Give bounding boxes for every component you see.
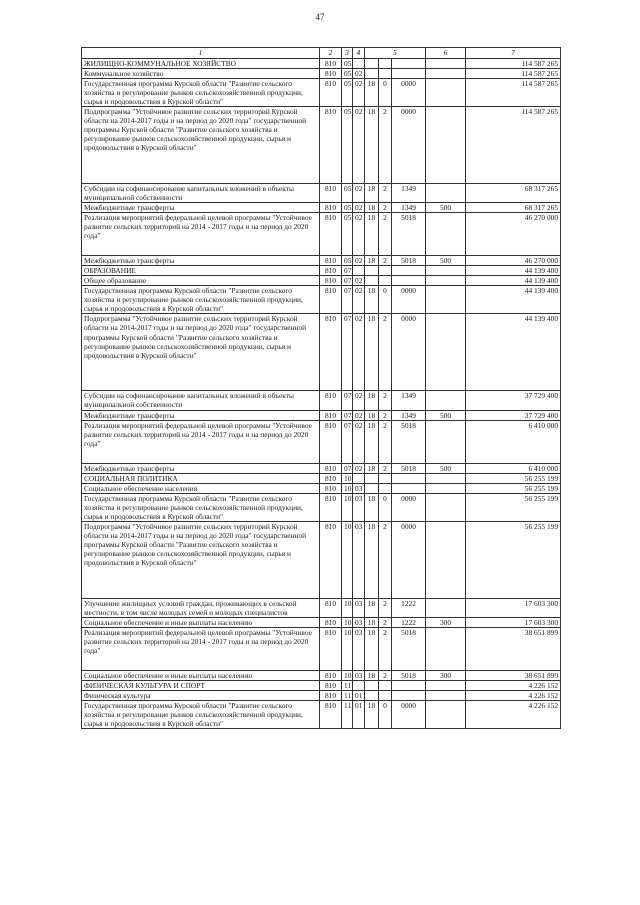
table-row xyxy=(82,617,561,627)
row-program-code: 18 xyxy=(365,463,379,473)
row-expense-type: 500 xyxy=(426,203,466,213)
row-name: Подпрограмма "Устойчивое развитие сельских территорий Курской области на 2014-2017 годы и на период до 2020 года" государственной программы Курской области "Развитие сельского хозяйства и регулирование рынков сельскохозяйственной продукции, сырья и продовольствия в Курской области" xyxy=(82,107,320,184)
row-admin-code: 810 xyxy=(320,314,342,391)
row-name: ФИЗИЧЕСКАЯ КУЛЬТУРА И СПОРТ xyxy=(82,680,320,690)
row-amount: 56 255 199 xyxy=(466,493,561,521)
row-name: Подпрограмма "Устойчивое развитие сельских территорий Курской области на 2014-2017 годы и на период до 2020 года" государственной программы Курской области "Развитие сельского хозяйства и регулирование рынков сельскохозяйственной продукции, сырья и продовольствия в Курской области" xyxy=(82,314,320,391)
row-program-code: 18 xyxy=(365,184,379,203)
row-name: Межбюджетные трансферты xyxy=(82,463,320,473)
row-section-code: 05 xyxy=(342,107,353,184)
row-subsection-code: 03 xyxy=(353,627,365,670)
row-direction-code: 1349 xyxy=(392,184,426,203)
row-subsection-code: 02 xyxy=(353,314,365,391)
row-program-code xyxy=(365,680,379,690)
row-name: Государственная программа Курской области "Развитие сельского хозяйства и регулирование рынков сельскохозяйственной продукции, сырья и продовольствия в Курской области" xyxy=(82,493,320,521)
row-direction-code xyxy=(392,266,426,276)
row-expense-type xyxy=(426,483,466,493)
row-amount: 6 410 000 xyxy=(466,420,561,463)
row-section-code: 10 xyxy=(342,483,353,493)
row-subsection-code: 02 xyxy=(353,203,365,213)
row-subsection-code: 03 xyxy=(353,617,365,627)
row-subprogram-code: 0 xyxy=(379,79,392,107)
table-row xyxy=(82,700,561,728)
row-program-code: 18 xyxy=(365,420,379,463)
row-name: Межбюджетные трансферты xyxy=(82,410,320,420)
table-row xyxy=(82,463,561,473)
row-admin-code: 810 xyxy=(320,286,342,314)
row-name: Социальное обеспечение населения xyxy=(82,483,320,493)
row-section-code: 10 xyxy=(342,627,353,670)
row-subprogram-code: 2 xyxy=(379,598,392,617)
row-amount: 38 651 899 xyxy=(466,627,561,670)
row-admin-code: 810 xyxy=(320,203,342,213)
row-amount: 44 139 400 xyxy=(466,276,561,286)
row-direction-code: 1349 xyxy=(392,203,426,213)
row-amount: 44 139 400 xyxy=(466,286,561,314)
row-direction-code xyxy=(392,483,426,493)
row-amount: 68 317 265 xyxy=(466,203,561,213)
row-subsection-code: 02 xyxy=(353,463,365,473)
row-amount: 44 139 400 xyxy=(466,266,561,276)
row-section-code: 07 xyxy=(342,463,353,473)
row-expense-type xyxy=(426,690,466,700)
row-name: Подпрограмма "Устойчивое развитие сельских территорий Курской области на 2014-2017 годы и на период до 2020 года" государственной программы Курской области "Развитие сельского хозяйства и регулирование рынков сельскохозяйственной продукции, сырья и продовольствия в Курской области" xyxy=(82,521,320,598)
row-amount: 114 587 265 xyxy=(466,69,561,79)
row-section-code: 10 xyxy=(342,670,353,680)
row-name: ОБРАЗОВАНИЕ xyxy=(82,266,320,276)
row-expense-type xyxy=(426,107,466,184)
row-admin-code: 810 xyxy=(320,473,342,483)
row-subsection-code xyxy=(353,680,365,690)
table-row xyxy=(82,627,561,670)
row-direction-code: 0000 xyxy=(392,107,426,184)
row-program-code: 18 xyxy=(365,213,379,256)
row-direction-code: 0000 xyxy=(392,314,426,391)
row-name: Реализация мероприятий федеральной целевой программы "Устойчивое развитие сельских территорий на 2014 - 2017 годы и на период до 2020 года" xyxy=(82,213,320,256)
row-section-code: 05 xyxy=(342,79,353,107)
row-admin-code: 810 xyxy=(320,463,342,473)
row-subsection-code: 03 xyxy=(353,483,365,493)
row-admin-code: 810 xyxy=(320,690,342,700)
row-admin-code: 810 xyxy=(320,391,342,410)
row-section-code: 07 xyxy=(342,276,353,286)
header-col-4: 4 xyxy=(353,48,365,59)
table-row xyxy=(82,391,561,410)
table-row xyxy=(82,107,561,184)
row-program-code: 18 xyxy=(365,203,379,213)
table-row xyxy=(82,670,561,680)
row-amount: 114 587 265 xyxy=(466,79,561,107)
header-col-5: 5 xyxy=(365,48,426,59)
row-direction-code xyxy=(392,680,426,690)
row-amount: 44 139 400 xyxy=(466,314,561,391)
table-row xyxy=(82,420,561,463)
row-direction-code: 0000 xyxy=(392,286,426,314)
row-subsection-code: 03 xyxy=(353,598,365,617)
row-amount: 46 270 000 xyxy=(466,256,561,266)
row-subsection-code: 02 xyxy=(353,420,365,463)
row-subsection-code: 02 xyxy=(353,276,365,286)
row-expense-type xyxy=(426,266,466,276)
row-admin-code: 810 xyxy=(320,69,342,79)
row-admin-code: 810 xyxy=(320,266,342,276)
row-section-code: 10 xyxy=(342,521,353,598)
row-subprogram-code xyxy=(379,266,392,276)
row-amount: 114 587 265 xyxy=(466,107,561,184)
row-amount: 17 603 300 xyxy=(466,617,561,627)
row-program-code: 18 xyxy=(365,598,379,617)
row-subsection-code xyxy=(353,473,365,483)
row-subprogram-code: 2 xyxy=(379,420,392,463)
row-amount: 17 603 300 xyxy=(466,598,561,617)
row-expense-type xyxy=(426,627,466,670)
row-amount: 68 317 265 xyxy=(466,184,561,203)
row-amount: 37 729 400 xyxy=(466,391,561,410)
row-program-code: 18 xyxy=(365,521,379,598)
row-subprogram-code xyxy=(379,680,392,690)
row-amount: 37 729 400 xyxy=(466,410,561,420)
row-admin-code: 810 xyxy=(320,670,342,680)
row-section-code: 11 xyxy=(342,700,353,728)
row-amount: 6 410 000 xyxy=(466,463,561,473)
row-name: Субсидии на софинансирование капитальных вложений в объекты муниципальной собственности xyxy=(82,391,320,410)
table-row xyxy=(82,410,561,420)
row-name: ЖИЛИЩНО-КОММУНАЛЬНОЕ ХОЗЯЙСТВО xyxy=(82,59,320,69)
row-subsection-code: 03 xyxy=(353,670,365,680)
row-subprogram-code: 2 xyxy=(379,391,392,410)
row-name: Межбюджетные трансферты xyxy=(82,203,320,213)
row-program-code: 18 xyxy=(365,391,379,410)
row-expense-type xyxy=(426,314,466,391)
row-admin-code: 810 xyxy=(320,483,342,493)
row-subsection-code: 03 xyxy=(353,493,365,521)
row-subprogram-code: 2 xyxy=(379,256,392,266)
row-subprogram-code: 2 xyxy=(379,184,392,203)
row-subprogram-code: 0 xyxy=(379,700,392,728)
row-name: Межбюджетные трансферты xyxy=(82,256,320,266)
table-row xyxy=(82,680,561,690)
row-direction-code xyxy=(392,59,426,69)
row-program-code: 18 xyxy=(365,256,379,266)
row-admin-code: 810 xyxy=(320,59,342,69)
table-row xyxy=(82,79,561,107)
row-admin-code: 810 xyxy=(320,410,342,420)
row-amount: 4 226 152 xyxy=(466,680,561,690)
table-row xyxy=(82,286,561,314)
row-program-code: 18 xyxy=(365,286,379,314)
row-section-code: 07 xyxy=(342,410,353,420)
row-direction-code: 1349 xyxy=(392,410,426,420)
row-admin-code: 810 xyxy=(320,276,342,286)
row-name: Государственная программа Курской области "Развитие сельского хозяйства и регулирование рынков сельскохозяйственной продукции, сырья и продовольствия в Курской области" xyxy=(82,700,320,728)
row-section-code: 05 xyxy=(342,69,353,79)
row-name: Социальное обеспечение и иные выплаты населению xyxy=(82,670,320,680)
row-section-code: 05 xyxy=(342,184,353,203)
row-program-code: 18 xyxy=(365,314,379,391)
header-row xyxy=(82,48,561,59)
budget-table xyxy=(81,47,561,729)
table-row xyxy=(82,521,561,598)
row-amount: 56 255 199 xyxy=(466,521,561,598)
header-col-6: 6 xyxy=(426,48,466,59)
row-admin-code: 810 xyxy=(320,493,342,521)
row-direction-code: 0000 xyxy=(392,493,426,521)
row-expense-type xyxy=(426,69,466,79)
row-subprogram-code: 2 xyxy=(379,314,392,391)
row-amount: 56 255 199 xyxy=(466,483,561,493)
row-program-code xyxy=(365,69,379,79)
table-row xyxy=(82,59,561,69)
row-direction-code: 5018 xyxy=(392,256,426,266)
row-subprogram-code xyxy=(379,690,392,700)
row-program-code xyxy=(365,59,379,69)
row-program-code xyxy=(365,266,379,276)
row-subprogram-code xyxy=(379,59,392,69)
row-expense-type xyxy=(426,286,466,314)
row-program-code xyxy=(365,276,379,286)
row-name: Коммунальное хозяйство xyxy=(82,69,320,79)
row-direction-code: 0000 xyxy=(392,521,426,598)
row-expense-type xyxy=(426,79,466,107)
row-direction-code xyxy=(392,69,426,79)
row-section-code: 10 xyxy=(342,493,353,521)
row-direction-code xyxy=(392,473,426,483)
row-subprogram-code: 2 xyxy=(379,627,392,670)
table-row xyxy=(82,690,561,700)
row-admin-code: 810 xyxy=(320,617,342,627)
row-section-code: 07 xyxy=(342,314,353,391)
row-subprogram-code: 2 xyxy=(379,213,392,256)
row-direction-code: 5018 xyxy=(392,627,426,670)
page-number: 47 xyxy=(315,12,325,22)
row-expense-type xyxy=(426,700,466,728)
row-direction-code: 5018 xyxy=(392,420,426,463)
row-program-code: 18 xyxy=(365,79,379,107)
row-admin-code: 810 xyxy=(320,79,342,107)
row-section-code: 10 xyxy=(342,473,353,483)
row-section-code: 05 xyxy=(342,203,353,213)
row-expense-type xyxy=(426,59,466,69)
row-subsection-code: 02 xyxy=(353,256,365,266)
row-subsection-code: 02 xyxy=(353,410,365,420)
row-admin-code: 810 xyxy=(320,598,342,617)
row-subprogram-code: 2 xyxy=(379,463,392,473)
row-name: Физическая культура xyxy=(82,690,320,700)
row-direction-code: 5018 xyxy=(392,463,426,473)
table-row xyxy=(82,473,561,483)
row-subprogram-code xyxy=(379,473,392,483)
row-subprogram-code: 2 xyxy=(379,107,392,184)
row-subsection-code: 02 xyxy=(353,213,365,256)
row-direction-code: 0000 xyxy=(392,700,426,728)
row-section-code: 11 xyxy=(342,690,353,700)
row-subsection-code: 01 xyxy=(353,700,365,728)
row-section-code: 07 xyxy=(342,286,353,314)
row-section-code: 10 xyxy=(342,598,353,617)
row-expense-type: 500 xyxy=(426,256,466,266)
row-name: Общее образование xyxy=(82,276,320,286)
row-section-code: 11 xyxy=(342,680,353,690)
row-direction-code: 5018 xyxy=(392,213,426,256)
row-expense-type xyxy=(426,184,466,203)
row-section-code: 05 xyxy=(342,59,353,69)
row-program-code xyxy=(365,483,379,493)
row-subprogram-code: 2 xyxy=(379,521,392,598)
row-subsection-code xyxy=(353,266,365,276)
row-expense-type xyxy=(426,420,466,463)
header-col-2: 2 xyxy=(320,48,342,59)
row-expense-type: 500 xyxy=(426,463,466,473)
row-direction-code: 1222 xyxy=(392,617,426,627)
table-row xyxy=(82,266,561,276)
table-row xyxy=(82,598,561,617)
row-amount: 114 587 265 xyxy=(466,59,561,69)
row-expense-type: 300 xyxy=(426,617,466,627)
row-subprogram-code: 0 xyxy=(379,493,392,521)
row-direction-code: 1349 xyxy=(392,391,426,410)
table-row xyxy=(82,184,561,203)
row-expense-type xyxy=(426,473,466,483)
row-amount: 4 226 152 xyxy=(466,700,561,728)
row-subsection-code: 02 xyxy=(353,286,365,314)
row-name: Реализация мероприятий федеральной целевой программы "Устойчивое развитие сельских территорий на 2014 - 2017 годы и на период до 2020 года" xyxy=(82,420,320,463)
row-subprogram-code xyxy=(379,69,392,79)
row-expense-type: 300 xyxy=(426,670,466,680)
row-subprogram-code xyxy=(379,276,392,286)
row-name: Государственная программа Курской области "Развитие сельского хозяйства и регулирование рынков сельскохозяйственной продукции, сырья и продовольствия в Курской области" xyxy=(82,79,320,107)
row-direction-code: 5018 xyxy=(392,670,426,680)
row-subsection-code: 02 xyxy=(353,79,365,107)
row-program-code: 18 xyxy=(365,493,379,521)
row-direction-code: 0000 xyxy=(392,79,426,107)
row-name: Улучшение жилищных условий граждан, проживающих в сельской местности, в том числе молодых семей и молодых специалистов xyxy=(82,598,320,617)
row-subprogram-code: 2 xyxy=(379,410,392,420)
row-admin-code: 810 xyxy=(320,107,342,184)
table-row xyxy=(82,483,561,493)
header-col-3: 3 xyxy=(342,48,353,59)
row-expense-type xyxy=(426,213,466,256)
row-section-code: 05 xyxy=(342,256,353,266)
row-program-code: 18 xyxy=(365,617,379,627)
row-subprogram-code: 2 xyxy=(379,617,392,627)
row-expense-type xyxy=(426,493,466,521)
row-subprogram-code: 2 xyxy=(379,670,392,680)
table-row xyxy=(82,314,561,391)
row-name: СОЦИАЛЬНАЯ ПОЛИТИКА xyxy=(82,473,320,483)
table-row xyxy=(82,493,561,521)
row-direction-code xyxy=(392,690,426,700)
table-row xyxy=(82,69,561,79)
row-expense-type xyxy=(426,521,466,598)
row-amount: 56 255 199 xyxy=(466,473,561,483)
row-expense-type xyxy=(426,680,466,690)
row-name: Субсидии на софинансирование капитальных вложений в объекты муниципальной собственности xyxy=(82,184,320,203)
row-subprogram-code: 0 xyxy=(379,286,392,314)
header-col-1: 1 xyxy=(82,48,320,59)
row-subsection-code: 02 xyxy=(353,69,365,79)
table-row xyxy=(82,203,561,213)
row-admin-code: 810 xyxy=(320,680,342,690)
row-program-code: 18 xyxy=(365,627,379,670)
row-subsection-code: 02 xyxy=(353,107,365,184)
row-name: Реализация мероприятий федеральной целевой программы "Устойчивое развитие сельских территорий на 2014 - 2017 годы и на период до 2020 года" xyxy=(82,627,320,670)
row-expense-type xyxy=(426,276,466,286)
header-col-7: 7 xyxy=(466,48,561,59)
row-section-code: 10 xyxy=(342,617,353,627)
row-direction-code: 1222 xyxy=(392,598,426,617)
row-direction-code xyxy=(392,276,426,286)
row-admin-code: 810 xyxy=(320,700,342,728)
row-amount: 46 270 000 xyxy=(466,213,561,256)
row-subprogram-code: 2 xyxy=(379,203,392,213)
row-name: Социальное обеспечение и иные выплаты населению xyxy=(82,617,320,627)
row-program-code: 18 xyxy=(365,700,379,728)
row-program-code: 18 xyxy=(365,410,379,420)
table-row xyxy=(82,256,561,266)
row-name: Государственная программа Курской области "Развитие сельского хозяйства и регулирование рынков сельскохозяйственной продукции, сырья и продовольствия в Курской области" xyxy=(82,286,320,314)
row-subsection-code: 02 xyxy=(353,391,365,410)
row-subprogram-code xyxy=(379,483,392,493)
table-row xyxy=(82,276,561,286)
row-admin-code: 810 xyxy=(320,420,342,463)
table-row xyxy=(82,213,561,256)
row-admin-code: 810 xyxy=(320,256,342,266)
row-expense-type xyxy=(426,598,466,617)
row-program-code xyxy=(365,690,379,700)
row-admin-code: 810 xyxy=(320,213,342,256)
row-expense-type xyxy=(426,391,466,410)
row-section-code: 07 xyxy=(342,266,353,276)
row-program-code: 18 xyxy=(365,670,379,680)
row-program-code xyxy=(365,473,379,483)
row-subsection-code: 03 xyxy=(353,521,365,598)
row-amount: 38 651 899 xyxy=(466,670,561,680)
row-program-code: 18 xyxy=(365,107,379,184)
row-admin-code: 810 xyxy=(320,184,342,203)
row-admin-code: 810 xyxy=(320,521,342,598)
row-amount: 4 226 152 xyxy=(466,690,561,700)
row-subsection-code: 01 xyxy=(353,690,365,700)
row-subsection-code: 02 xyxy=(353,184,365,203)
row-section-code: 05 xyxy=(342,213,353,256)
row-section-code: 07 xyxy=(342,391,353,410)
row-expense-type: 500 xyxy=(426,410,466,420)
row-subsection-code xyxy=(353,59,365,69)
row-section-code: 07 xyxy=(342,420,353,463)
row-admin-code: 810 xyxy=(320,627,342,670)
